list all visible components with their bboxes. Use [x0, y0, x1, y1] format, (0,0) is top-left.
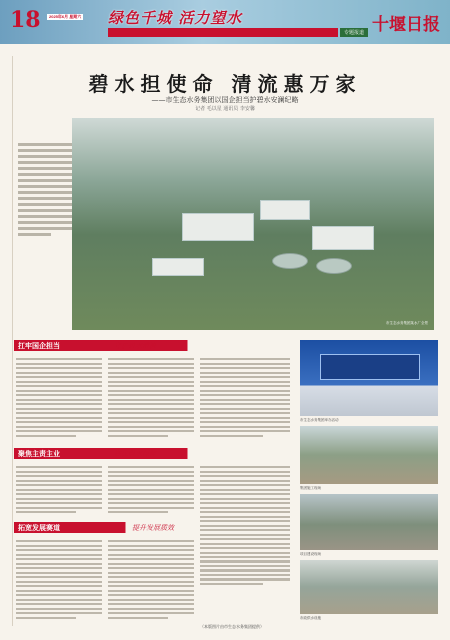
header-band [108, 28, 338, 37]
section-title-3: 拓宽发展赛道 [18, 524, 60, 532]
page-number: 18 [10, 7, 41, 33]
page-header [0, 0, 450, 44]
project-photo-caption: 项目建设现场 [300, 552, 321, 556]
section-slogan-1: 守护碧水清流 [114, 342, 156, 350]
header-tag: 专题报道 [340, 28, 368, 37]
section-title-2: 聚焦主责主业 [18, 450, 60, 458]
paper-logo: 十堰日报 [372, 15, 440, 35]
article-title: 碧水担使命 清流惠万家 [88, 72, 362, 96]
issue-meta [47, 8, 83, 20]
event-photo [300, 340, 438, 416]
lede-paragraph [18, 140, 73, 250]
photo-caption: 市生态水务集团某水厂全景 [386, 321, 428, 325]
section-body-1 [16, 356, 102, 439]
header-kicker: 绿色千城 活力望水 [108, 9, 243, 27]
section-body-2 [16, 464, 102, 516]
article-subtitle: ——市生态水务集团以国企担当护碧水安澜纪略 [151, 96, 299, 104]
project-photo [300, 494, 438, 550]
construction-photo [300, 426, 438, 484]
section-body-2b [108, 464, 194, 516]
lead-photo [72, 118, 434, 330]
section-slogan-3: 提升发展质效 [132, 524, 174, 532]
photo-credit: （本版图片由市生态水务集团提供） [200, 624, 264, 629]
facility-photo-caption: 市政供水设施 [300, 616, 321, 620]
section-body-2c [200, 464, 290, 587]
facility-photo [300, 560, 438, 614]
column-divider [12, 56, 13, 626]
section-body-3 [16, 538, 102, 621]
section-body-1b [108, 356, 194, 439]
section-body-3b [108, 538, 194, 621]
event-photo-caption: 市生态水务集团举办活动 [300, 418, 339, 422]
issue-date: 2025年6月 星期六 [49, 14, 82, 19]
section-body-1c [200, 356, 290, 439]
construction-photo-caption: 集团施工现场 [300, 486, 321, 490]
section-header-2 [14, 448, 294, 459]
section-title-1: 扛牢国企担当 [18, 342, 60, 350]
section-header-3 [14, 522, 194, 533]
section-header-1 [14, 340, 294, 351]
section-slogan-2: 做优供水保障 [114, 450, 156, 458]
article-byline: 记者 毛以星 通讯员 李安馨 [195, 106, 255, 112]
